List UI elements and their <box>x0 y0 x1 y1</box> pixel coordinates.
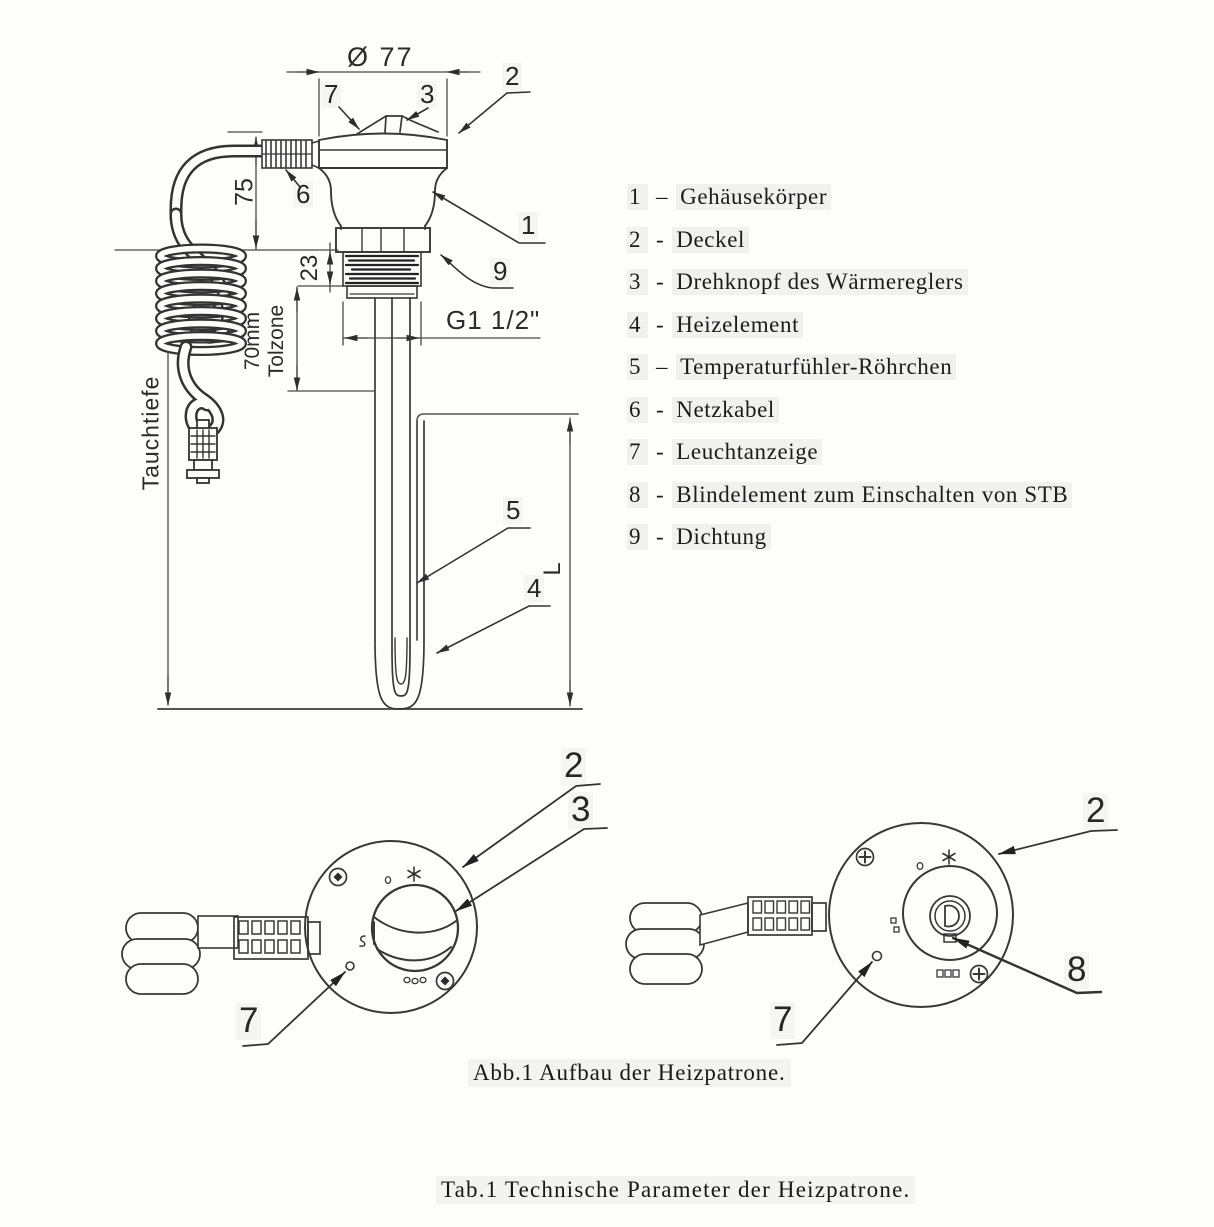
legend-item-1 <box>627 184 1072 227</box>
legend-item-separator: - <box>656 269 665 294</box>
callout-4-main: 4 <box>524 575 544 602</box>
callout-8-view-right: 8 <box>1064 952 1089 989</box>
legend-item-separator: - <box>656 396 665 422</box>
legend-item-9 <box>627 524 1072 567</box>
callout-3-main: 3 <box>417 81 437 108</box>
legend-item-separator: – <box>656 184 669 209</box>
legend-item-4 <box>627 312 1072 355</box>
legend-item-separator: – <box>656 354 669 379</box>
callout-3-view-left: 3 <box>568 792 593 829</box>
dim-element-length-label: L <box>539 562 566 576</box>
callout-6-main: 6 <box>293 181 313 208</box>
legend-item-8 <box>627 482 1072 525</box>
recess-circle <box>903 866 997 960</box>
main-callout-leaders <box>286 92 550 653</box>
legend-item-separator: - <box>656 311 665 337</box>
callout-2-view-left: 2 <box>561 748 586 785</box>
plug-side <box>626 903 748 984</box>
legend-item-label: Heizelement <box>672 312 803 338</box>
scale-mark-zero <box>917 863 923 870</box>
parts-legend <box>627 184 1072 567</box>
dim-cable-height-label: 75 <box>230 178 259 206</box>
legend-item-number: 8 <box>627 482 648 508</box>
figure-caption: Abb.1 Aufbau der Heizpatrone. <box>468 1059 791 1087</box>
legend-item-3 <box>627 269 1072 312</box>
callout-7-view-right: 7 <box>770 1002 795 1039</box>
blind-element-spindle <box>930 896 970 942</box>
cable-gland <box>262 140 319 168</box>
scale-mark-five <box>360 936 365 946</box>
table-caption: Tab.1 Technische Parameter der Heizpatrone. <box>436 1176 915 1204</box>
bottom-view-blind <box>626 823 1117 1045</box>
legend-item-number: 1 <box>627 184 648 210</box>
legend-item-5 <box>627 354 1072 397</box>
sensor-tube-end <box>395 638 407 684</box>
legend-item-label: Drehknopf des Wärmereglers <box>672 269 967 295</box>
dim-diameter-label: Ø 77 <box>347 42 414 72</box>
mains-plug <box>187 420 219 483</box>
legend-item-separator: - <box>656 226 665 252</box>
legend-item-number: 5 <box>627 354 648 380</box>
legend-item-label: Temperaturfühler-Röhrchen <box>676 354 956 380</box>
right-view-leaders <box>777 830 1117 1045</box>
screw-icon <box>330 869 454 990</box>
cable-knurl <box>748 897 826 935</box>
housing-body <box>319 168 447 229</box>
legend-item-number: 6 <box>627 397 648 423</box>
scale-mark-dots <box>937 970 959 977</box>
knob-grip <box>374 917 456 960</box>
indicator-led <box>873 952 882 961</box>
legend-item-label: Blindelement zum Einschalten von STB <box>672 482 1072 508</box>
legend-item-separator: - <box>656 439 665 464</box>
frost-symbol-icon <box>943 850 955 864</box>
tank-wall-lines <box>158 414 582 709</box>
legend-item-label: Deckel <box>672 227 749 253</box>
indicator-led <box>346 962 354 970</box>
dim-thread-size-label: G1 1/2" <box>446 305 541 335</box>
thread-and-seal <box>343 252 421 298</box>
scale-mark-dots <box>404 977 426 983</box>
u-bend-outer <box>375 640 424 709</box>
callout-5-main: 5 <box>503 497 523 524</box>
legend-item-7 <box>627 439 1072 482</box>
main-assembly-drawing <box>115 72 582 709</box>
legend-item-6 <box>627 397 1072 440</box>
legend-item-2 <box>627 227 1072 270</box>
callout-2-main: 2 <box>502 63 522 90</box>
dim-thread-length-label: 23 <box>296 254 323 282</box>
legend-item-number: 7 <box>627 439 648 465</box>
dim-tolzone-value-label: 70mm <box>241 311 264 371</box>
legend-item-number: 9 <box>627 524 648 550</box>
bottom-view-knob <box>122 784 607 1046</box>
scale-mark-zero <box>385 877 390 884</box>
legend-item-label: Netzkabel <box>672 397 779 423</box>
dim-tolzone-word-label: Tolzone <box>265 304 288 378</box>
plug-side <box>122 913 238 994</box>
callout-9-main: 9 <box>490 258 510 285</box>
legend-item-label: Leuchtanzeige <box>672 439 822 465</box>
callout-7-main: 7 <box>321 81 341 108</box>
hex-nut <box>336 228 430 252</box>
cover-head <box>319 116 447 168</box>
legend-item-label: Gehäusekörper <box>676 184 831 210</box>
legend-item-number: 4 <box>627 312 648 338</box>
callout-7-view-left: 7 <box>236 1003 261 1040</box>
callout-1-main: 1 <box>518 212 538 239</box>
cable-knurl <box>234 917 320 959</box>
scale-mark-left <box>891 918 899 932</box>
legend-item-number: 2 <box>627 227 648 253</box>
heating-element-tubes <box>375 298 424 709</box>
legend-item-label: Dichtung <box>672 524 770 550</box>
callout-2-view-right: 2 <box>1083 793 1108 830</box>
frost-symbol-icon <box>408 867 420 881</box>
knob-profile <box>357 116 438 134</box>
legend-item-separator: - <box>656 524 665 549</box>
legend-item-separator: - <box>656 481 665 507</box>
cable-coil <box>160 249 242 352</box>
dim-immersion-depth-label: Tauchtiefe <box>137 375 164 491</box>
legend-item-number: 3 <box>627 269 648 295</box>
